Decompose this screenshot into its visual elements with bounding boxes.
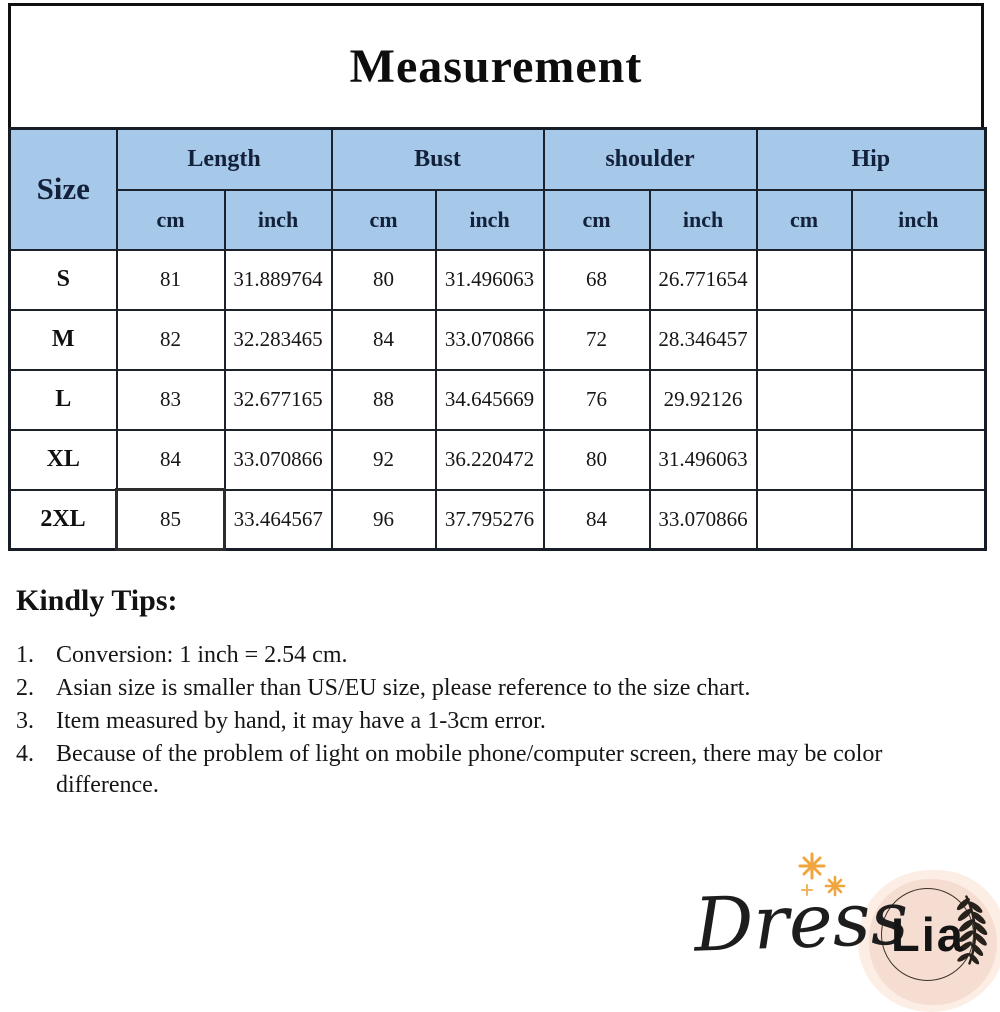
- value-cell: 31.496063: [650, 430, 757, 490]
- size-cell: S: [10, 250, 117, 310]
- value-cell: 36.220472: [436, 430, 544, 490]
- measurement-table: [8, 127, 987, 551]
- title-box: [8, 3, 984, 127]
- value-cell: 37.795276: [436, 490, 544, 550]
- length-cm-header: cm: [117, 190, 225, 250]
- list-item: [16, 640, 966, 671]
- table-row-xl: [10, 430, 986, 490]
- hip-cm-header: cm: [757, 190, 852, 250]
- tip-text: Conversion: 1 inch = 2.54 cm.: [56, 642, 348, 668]
- size-cell: XL: [10, 430, 117, 490]
- tip-number: 4.: [16, 741, 34, 767]
- value-cell: 84: [117, 430, 225, 490]
- value-cell: 32.677165: [225, 370, 332, 430]
- value-cell-selected: 85: [117, 490, 225, 550]
- kindly-tips-section: [16, 584, 966, 803]
- size-column-header: Size: [10, 129, 117, 250]
- table-row-m: [10, 310, 986, 370]
- shoulder-inch-header: inch: [650, 190, 757, 250]
- value-cell: [852, 310, 986, 370]
- value-cell: 84: [332, 310, 436, 370]
- table-row-l: [10, 370, 986, 430]
- value-cell: 29.92126: [650, 370, 757, 430]
- size-cell: M: [10, 310, 117, 370]
- tip-number: 3.: [16, 708, 34, 734]
- size-cell: L: [10, 370, 117, 430]
- list-item: [16, 739, 966, 801]
- value-cell: [757, 310, 852, 370]
- value-cell: 84: [544, 490, 650, 550]
- bust-group-header: Bust: [332, 129, 544, 190]
- value-cell: 31.496063: [436, 250, 544, 310]
- length-inch-header: inch: [225, 190, 332, 250]
- value-cell: 26.771654: [650, 250, 757, 310]
- bust-inch-header: inch: [436, 190, 544, 250]
- value-cell: 88: [332, 370, 436, 430]
- list-item: [16, 706, 966, 737]
- hip-group-header: Hip: [757, 129, 986, 190]
- tip-text: Item measured by hand, it may have a 1-3cm error.: [56, 708, 546, 734]
- value-cell: 28.346457: [650, 310, 757, 370]
- value-cell: 80: [332, 250, 436, 310]
- tip-text: Asian size is smaller than US/EU size, please reference to the size chart.: [56, 675, 751, 701]
- value-cell: [852, 370, 986, 430]
- value-cell: [852, 250, 986, 310]
- tip-number: 1.: [16, 642, 34, 668]
- tip-text: Because of the problem of light on mobile phone/computer screen, there may be color difference.: [56, 741, 883, 798]
- value-cell: 82: [117, 310, 225, 370]
- value-cell: [852, 490, 986, 550]
- value-cell: 33.464567: [225, 490, 332, 550]
- shoulder-cm-header: cm: [544, 190, 650, 250]
- value-cell: 33.070866: [650, 490, 757, 550]
- tips-heading: Kindly Tips:: [16, 584, 178, 617]
- value-cell: 34.645669: [436, 370, 544, 430]
- table-row-2xl: [10, 490, 986, 550]
- value-cell: 33.070866: [225, 430, 332, 490]
- page-title: Measurement: [349, 40, 643, 93]
- value-cell: 31.889764: [225, 250, 332, 310]
- value-cell: 33.070866: [436, 310, 544, 370]
- shoulder-group-header: shoulder: [544, 129, 757, 190]
- value-cell: [757, 250, 852, 310]
- value-cell: 92: [332, 430, 436, 490]
- value-cell: [757, 370, 852, 430]
- value-cell: [757, 490, 852, 550]
- brand-bold-text: Lia: [891, 908, 965, 961]
- value-cell: 72: [544, 310, 650, 370]
- tip-number: 2.: [16, 675, 34, 701]
- value-cell: 83: [117, 370, 225, 430]
- hip-inch-header: inch: [852, 190, 986, 250]
- value-cell: 96: [332, 490, 436, 550]
- table-row-s: [10, 250, 986, 310]
- value-cell: 32.283465: [225, 310, 332, 370]
- length-group-header: Length: [117, 129, 332, 190]
- value-cell: 81: [117, 250, 225, 310]
- list-item: [16, 673, 966, 704]
- value-cell: [757, 430, 852, 490]
- value-cell: 68: [544, 250, 650, 310]
- value-cell: [852, 430, 986, 490]
- value-cell: 80: [544, 430, 650, 490]
- brand-script-text: Dress: [692, 875, 910, 969]
- value-cell: 76: [544, 370, 650, 430]
- bust-cm-header: cm: [332, 190, 436, 250]
- size-cell: 2XL: [10, 490, 117, 550]
